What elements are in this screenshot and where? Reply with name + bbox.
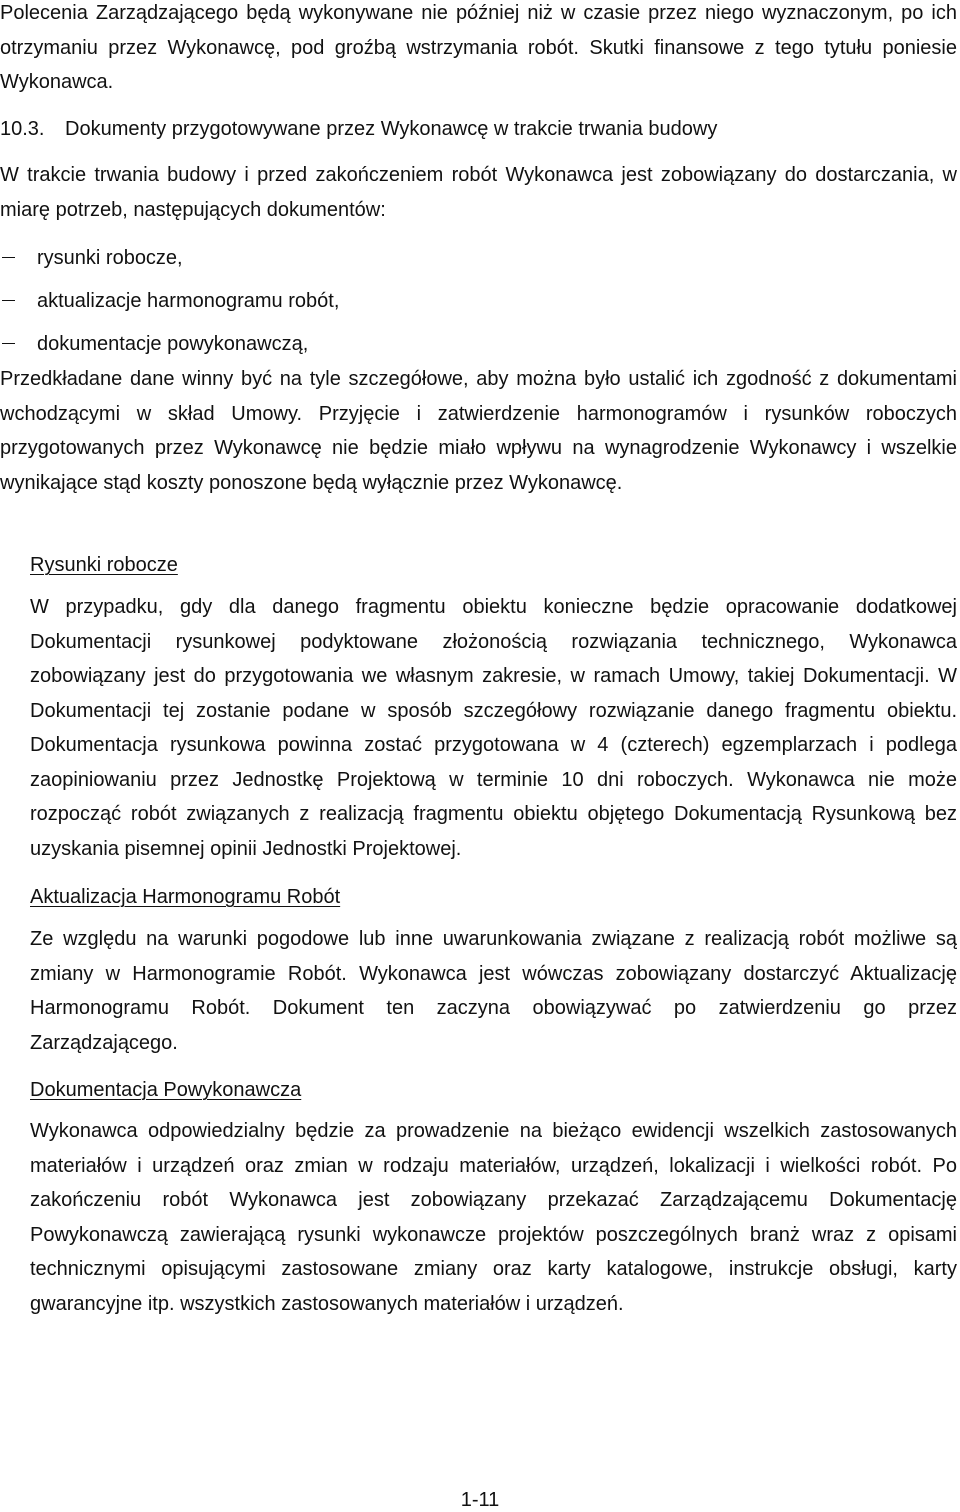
dash-bullet-icon (2, 343, 15, 344)
as-built-heading: Dokumentacja Powykonawcza (30, 1079, 302, 1101)
section-number: 10.3. (0, 118, 45, 140)
list-item-text: aktualizacje harmonogramu robót, (37, 289, 340, 312)
section-heading (0, 112, 717, 147)
schedule-heading: Aktualizacja Harmonogramu Robót (30, 886, 341, 908)
schedule-paragraph: Ze względu na warunki pogodowe lub inne uwarunkowania związane z realizacją robót możliwe są zmiany w Harmonogramie Robót. Wykonawca jest wówczas zobowiązany dostarczyć Aktualizację Harmonogramu Robót. Dokument ten zaczyna obowiązywać po zatwierdzeniu go przez Zarządzającego. (30, 928, 957, 1054)
as-built-paragraph: Wykonawca odpowiedzialny będzie za prowadzenie na bieżąco ewidencji wszelkich zastosowanych materiałów i urządzeń oraz zmian w rodzaju materiałów, urządzeń, lokalizacji i wielkości robót. Po zakończeniu robót Wykonawca jest zobowiązany przekazać Zarządzającemu Dokumentację Powykonawczą zawierającą rysunki wykonawcze projektów poszczególnych branż wraz z opisami technicznymi opisującymi zastosowane zmiany oraz karty katalogowe, instrukcje obsługi, karty gwarancyjne itp. wszystkich zastosowanych materiałów i urządzeń. (30, 1120, 957, 1315)
list-item-text: rysunki robocze, (37, 246, 183, 269)
drawings-heading: Rysunki robocze (30, 554, 178, 576)
summary-paragraph: Przedkładane dane winny być na tyle szczegółowe, aby można było ustalić ich zgodność z dokumentami wchodzącymi w skład Umowy. Przyjęcie i zatwierdzenie harmonogramów i rysunków roboczych przygotowanych przez Wykonawcę nie będzie miało wpływu na wynagrodzenie Wykonawcy i wszelkie wynikające stąd koszty ponoszone będą wyłącznie przez Wykonawcę. (0, 368, 957, 494)
section-title: Dokumenty przygotowywane przez Wykonawcę w trakcie trwania budowy (65, 118, 718, 140)
list-item (0, 322, 339, 365)
intro-paragraph: Polecenia Zarządzającego będą wykonywane nie później niż w czasie przez niego wyznaczonym, po ich otrzymaniu przez Wykonawcę, pod groźbą wstrzymania robót. Skutki finansowe z tego tytułu poniesie Wykonawca. (0, 2, 957, 93)
list-item-text: dokumentacje powykonawczą, (37, 332, 309, 355)
document-list (0, 236, 339, 365)
list-item (0, 279, 339, 322)
dash-bullet-icon (2, 300, 15, 301)
drawings-paragraph: W przypadku, gdy dla danego fragmentu obiektu konieczne będzie opracowanie dodatkowej Dokumentacji rysunkowej podyktowane złożonością rozwiązania technicznego, Wykonawca zobowiązany jest do przygotowania we własnym zakresie, w ramach Umowy, takiej Dokumentacji. W Dokumentacji tej zostanie podane w sposób szczegółowy rozwiązanie danego fragmentu obiektu. Dokumentacja rysunkowa powinna zostać przygotowana w 4 (czterech) egzemplarzach i podlega zaopiniowaniu przez Jednostkę Projektową w terminie 10 dni roboczych. Wykonawca nie może rozpocząć robót związanych z realizacją fragmentu obiektu objętego Dokumentacją Rysunkową bez uzyskania pisemnej opinii Jednostki Projektowej. (30, 596, 957, 860)
page-number: 1-11 (460, 1489, 500, 1511)
list-item (0, 236, 339, 279)
dash-bullet-icon (2, 257, 15, 258)
section-lead-paragraph: W trakcie trwania budowy i przed zakończeniem robót Wykonawca jest zobowiązany do dostarczania, w miarę potrzeb, następujących dokumentów: (0, 164, 957, 221)
